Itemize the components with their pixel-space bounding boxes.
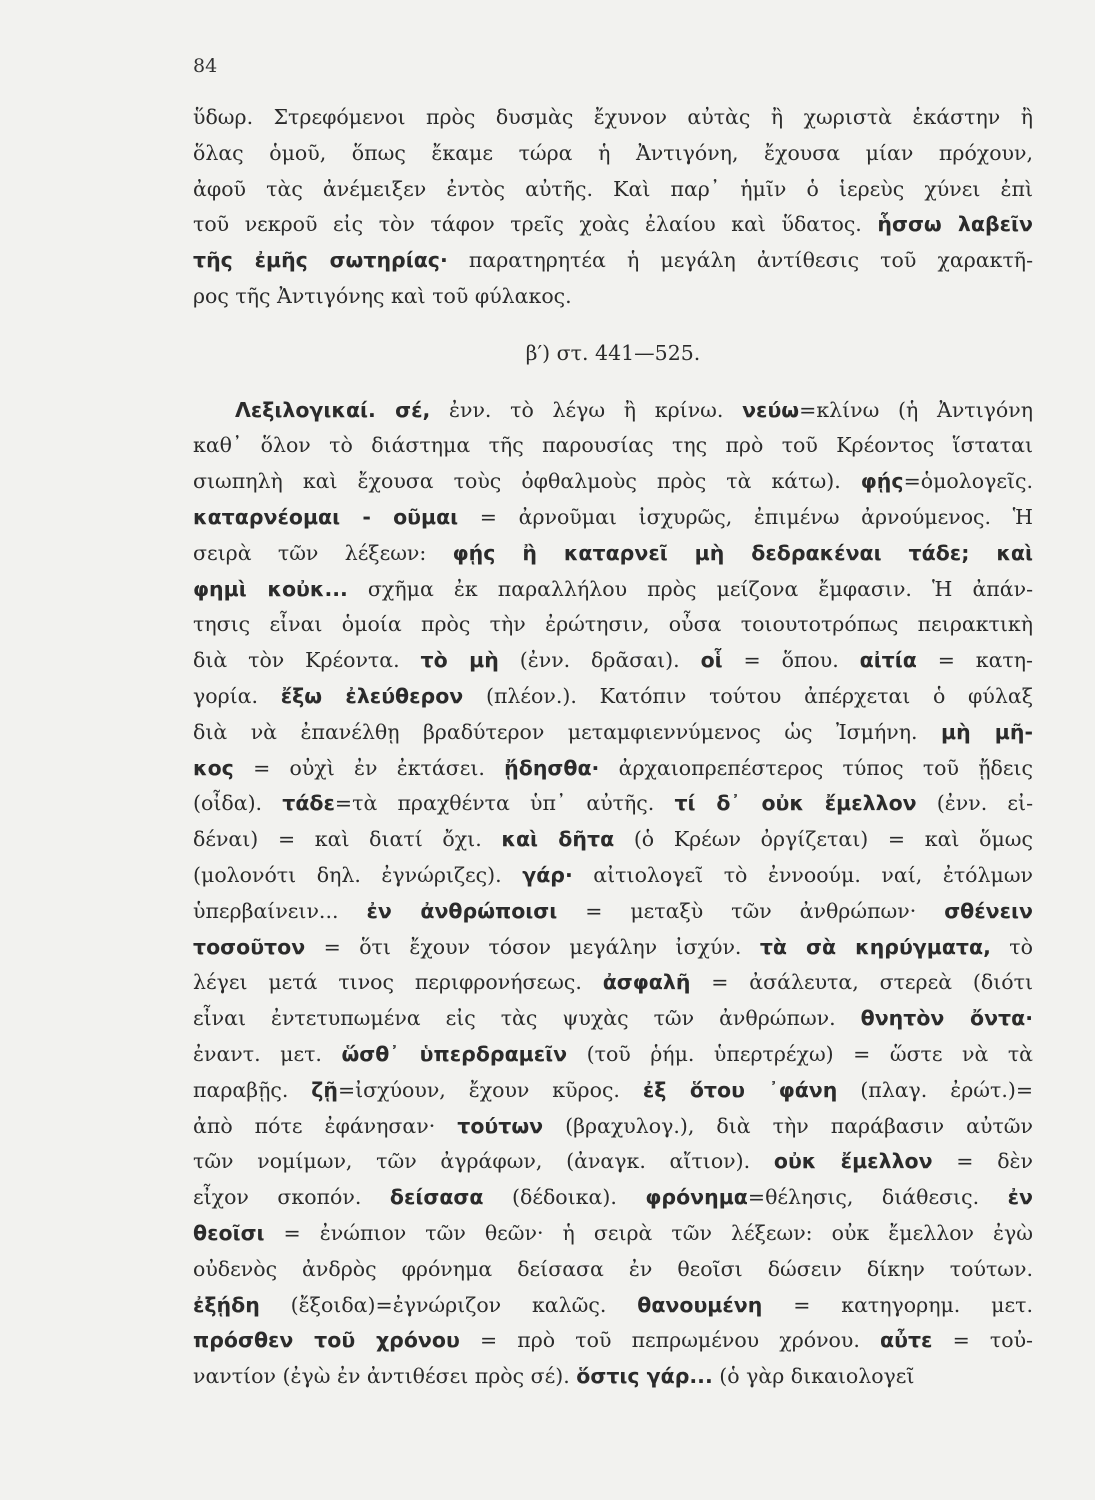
- lemma-bold: κος: [193, 755, 234, 780]
- text-span: = ἀρνοῦμαι ἰσχυρῶς, ἐπιμένω ἀρνούμενος. Ἡ: [458, 504, 1033, 529]
- text-span: = ἀσάλευτα, στερεὰ (διότι: [690, 970, 1033, 995]
- text-span: = πρὸ τοῦ πεπρωμένου χρόνου.: [459, 1328, 881, 1353]
- lemma-bold: φῄς: [860, 469, 904, 494]
- text-span: (πλαγ. ἐρώτ.)=: [837, 1077, 1033, 1102]
- lemma-bold: νεύω: [742, 397, 800, 422]
- text-line: [193, 1180, 1033, 1216]
- lemma-bold: θνητὸν ὄντα·: [860, 1006, 1033, 1031]
- text-line: [193, 536, 1033, 572]
- lemma-bold: τοσοῦτον: [193, 934, 306, 959]
- lemma-bold: αὖτε: [880, 1328, 933, 1353]
- text-span: = ὅτι ἔχουν τόσον μεγάλην ἰσχύν.: [305, 934, 760, 959]
- text-line: [193, 464, 1033, 500]
- text-span: = κατη-: [916, 648, 1033, 673]
- text-line: [193, 786, 1033, 822]
- lemma-bold: φημὶ κοὐκ...: [193, 576, 348, 601]
- text-span: τῶν νομίμων, τῶν ἀγράφων, (ἀναγκ. αἴτιον).: [193, 1149, 774, 1174]
- text-span: τησις εἶναι ὁμοία πρὸς τὴν ἐρώτησιν, οὖσα τοιουτοτρόπως πειρακτικὴ: [193, 612, 1033, 637]
- text-span: (ὁ γὰρ δικαιολογεῖ: [712, 1364, 915, 1389]
- text-line: [193, 715, 1033, 751]
- lemma-bold: ἐξ ὅτου ᾿φάνη: [642, 1077, 838, 1102]
- text-span: = ἐνώπιον τῶν θεῶν· ἡ σειρὰ τῶν λέξεων: οὐκ ἔμελλον ἐγὼ: [264, 1220, 1033, 1245]
- text-line: [193, 428, 1033, 464]
- text-span: παραβῇς.: [193, 1077, 312, 1102]
- lemma-bold: οἷ: [700, 648, 723, 673]
- lemma-bold: ἔξω ἐλεύθερον: [280, 683, 464, 708]
- text-line: [193, 1216, 1033, 1252]
- text-line: [193, 207, 1033, 243]
- text-span: διὰ νὰ ἐπανέλθῃ βραδύτερον μεταμφιεννύμενος ὡς Ἰσμήνη.: [193, 719, 942, 744]
- text-span: ἀφοῦ τὰς ἀνέμειξεν ἐντὸς αὐτῆς. Καὶ παρ᾿ ἡμῖν ὁ ἱερεὺς χύνει ἐπὶ: [193, 176, 1033, 201]
- text-span: αἰτιολογεῖ τὸ ἐννοούμ. ναί, ἐτόλμων: [572, 862, 1033, 887]
- text-line: [193, 243, 1033, 279]
- text-span: (ὁ Κρέων ὀργίζεται) = καὶ ὅμως: [614, 827, 1033, 852]
- text-line: [193, 607, 1033, 643]
- text-span: σχῆμα ἐκ παραλλήλου πρὸς μείζονα ἔμφασιν. Ἡ ἀπάν-: [347, 576, 1033, 601]
- text-span: = τοὐ-: [932, 1328, 1033, 1353]
- text-line: [193, 965, 1033, 1001]
- text-span: (ἐνν. δρᾶσαι).: [498, 648, 701, 673]
- lemma-bold: καταρνέομαι - οῦμαι: [193, 504, 459, 529]
- text-span: σειρὰ τῶν λέξεων:: [193, 540, 453, 565]
- text-line: [193, 500, 1033, 536]
- lemma-bold: θεοῖσι: [193, 1220, 265, 1245]
- text-span: τοῦ νεκροῦ εἰς τὸν τάφον τρεῖς χοὰς ἐλαίου καὶ ὕδατος.: [193, 212, 878, 237]
- text-span: =τὰ πραχθέντα ὑπ᾿ αὐτῆς.: [334, 791, 675, 816]
- text-span: (τοῦ ῥήμ. ὑπερτρέχω) = ὥστε νὰ τὰ: [567, 1041, 1033, 1066]
- text-span: λέγει μετά τινος περιφρονήσεως.: [193, 970, 603, 995]
- text-span: (βραχυλογ.), διὰ τὴν παράβασιν αὐτῶν: [543, 1113, 1033, 1138]
- text-span: =θέλησις, διάθεσις.: [747, 1185, 1008, 1210]
- text-span: εἶναι ἐντετυπωμένα εἰς τὰς ψυχὰς τῶν ἀνθρώπων.: [193, 1006, 861, 1031]
- text-line: [193, 279, 1033, 315]
- text-span: =κλίνω (ἡ Ἀντιγόνη: [799, 397, 1033, 422]
- text-span: ἀρχαιοπρεπέστερος τύπος τοῦ ᾔδεις: [599, 755, 1033, 780]
- text-line: [193, 930, 1033, 966]
- text-span: (μολονότι δηλ. ἐγνώριζες).: [193, 862, 523, 887]
- text-span: ὑπερβαίνειν...: [193, 898, 367, 923]
- lemma-bold: τούτων: [457, 1113, 544, 1138]
- lemma-bold: ἐν: [1007, 1185, 1033, 1210]
- lemma-bold: τὸ μὴ: [420, 648, 499, 673]
- text-line: [193, 1109, 1033, 1145]
- lemma-bold: μὴ μῆ-: [941, 719, 1033, 744]
- text-span: διὰ τὸν Κρέοντα.: [193, 648, 421, 673]
- text-span: = οὐχὶ ἐν ἐκτάσει.: [233, 755, 505, 780]
- lemma-bold: σθένειν: [944, 898, 1033, 923]
- lemma-bold: ᾔδησθα·: [504, 755, 600, 780]
- text-span: (οἶδα).: [193, 791, 283, 816]
- text-line: [193, 1073, 1033, 1109]
- text-line: [193, 136, 1033, 172]
- text-span: =ὁμολογεῖς.: [903, 469, 1033, 494]
- text-line: [193, 1001, 1033, 1037]
- lemma-bold: θανουμένη: [637, 1292, 763, 1317]
- text-line: [193, 1252, 1033, 1288]
- lemma-bold: φῄς ἢ καταρνεῖ μὴ δεδρακέναι τάδε; καὶ: [452, 540, 1033, 565]
- text-line: [193, 1323, 1033, 1359]
- text-span: ἀπὸ πότε ἐφάνησαν·: [193, 1113, 458, 1138]
- lemma-bold: τάδε: [282, 791, 335, 816]
- lemma-bold: φρόνημα: [645, 1185, 748, 1210]
- lemma-bold: ζῇ: [311, 1077, 338, 1102]
- text-line: [193, 172, 1033, 208]
- lemma-bold: Λεξιλογικαί. σέ,: [235, 397, 431, 422]
- text-span: ὕδωρ. Στρεφόμενοι πρὸς δυσμὰς ἔχυνον αὐτὰς ἢ χωριστὰ ἑκάστην ἢ: [193, 105, 1033, 129]
- text-span: (πλέον.). Κατόπιν τούτου ἀπέρχεται ὁ φύλαξ: [463, 683, 1033, 708]
- lemma-bold: ἀσφαλῆ: [602, 970, 691, 995]
- text-line: [193, 1144, 1033, 1180]
- text-span: ἐνν. τὸ λέγω ἢ κρίνω.: [430, 397, 743, 422]
- lemma-bold: ὥσθ᾿ ὑπερδραμεῖν: [341, 1041, 568, 1066]
- text-span: = ὅπου.: [722, 648, 860, 673]
- text-span: παρατηρητέα ἡ μεγάλη ἀντίθεσις τοῦ χαρακτῆ-: [447, 248, 1033, 273]
- lemma-bold: τί δ᾿ οὐκ ἔμελλον: [674, 791, 917, 816]
- text-span: (ἔξοιδα)=ἐγνώριζον καλῶς.: [259, 1292, 638, 1317]
- page-number: 84: [193, 55, 218, 77]
- text-line: [193, 1288, 1033, 1324]
- lemma-bold: γάρ·: [522, 862, 573, 887]
- text-line: [193, 679, 1033, 715]
- text-span: (ἐνν. εἰ-: [916, 791, 1033, 816]
- lemma-bold: ἐν ἀνθρώποισι: [366, 898, 558, 923]
- text-line: [193, 751, 1033, 787]
- commentary-text: [193, 100, 1033, 1395]
- text-span: = μεταξὺ τῶν ἀνθρώπων·: [557, 898, 945, 923]
- text-span: ἐναντ. μετ.: [193, 1041, 342, 1066]
- text-line: [193, 393, 1033, 429]
- lemma-bold: καὶ δῆτα: [501, 827, 615, 852]
- lemma-bold: τῆς ἐμῆς σωτηρίας·: [193, 248, 448, 273]
- text-line: [193, 100, 1033, 136]
- text-span: ὅλας ὁμοῦ, ὅπως ἔκαμε τώρα ἡ Ἀντιγόνη, ἔχουσα μίαν πρόχουν,: [193, 140, 1033, 165]
- text-line: [193, 572, 1033, 608]
- text-span: καθ᾿ ὅλον τὸ διάστημα τῆς παρουσίας της πρὸ τοῦ Κρέοντος ἵσταται: [193, 433, 1033, 458]
- text-line: [193, 858, 1033, 894]
- lemma-bold: αἰτία: [859, 648, 917, 673]
- text-span: ναντίον (ἐγὼ ἐν ἀντιθέσει πρὸς σέ).: [193, 1364, 577, 1389]
- text-span: β′) στ. 441—525.: [525, 340, 701, 365]
- lemma-bold: ἧσσω λαβεῖν: [877, 212, 1033, 237]
- text-span: = δὲν: [932, 1149, 1033, 1174]
- lemma-bold: ὅστις γάρ...: [576, 1364, 713, 1389]
- text-span: εἶχον σκοπόν.: [193, 1185, 390, 1210]
- text-span: τὸ: [990, 934, 1033, 959]
- text-line: [193, 643, 1033, 679]
- text-span: οὐδενὸς ἀνδρὸς φρόνημα δείσασα ἐν θεοῖσι δώσειν δίκην τούτων.: [193, 1256, 1033, 1281]
- lemma-bold: πρόσθεν τοῦ χρόνου: [193, 1328, 460, 1353]
- text-span: δέναι) = καὶ διατί ὄχι.: [193, 827, 502, 852]
- text-span: (δέδοικα).: [483, 1185, 646, 1210]
- text-line: [193, 1037, 1033, 1073]
- section-heading: [193, 336, 1033, 372]
- text-span: ρος τῆς Ἀντιγόνης καὶ τοῦ φύλακος.: [193, 283, 572, 308]
- text-span: γορία.: [193, 683, 281, 708]
- text-line: [193, 894, 1033, 930]
- lemma-bold: τὰ σὰ κηρύγματα,: [759, 934, 991, 959]
- lemma-bold: οὐκ ἔμελλον: [773, 1149, 933, 1174]
- text-span: = κατηγορημ. μετ.: [762, 1292, 1033, 1317]
- lemma-bold: ἐξῄδη: [193, 1292, 260, 1317]
- text-line: [193, 1359, 1033, 1395]
- text-line: [193, 822, 1033, 858]
- text-span: =ἰσχύουν, ἔχουν κῦρος.: [337, 1077, 643, 1102]
- text-span: σιωπηλὴ καὶ ἔχουσα τοὺς ὀφθαλμοὺς πρὸς τὰ κάτω).: [193, 469, 861, 494]
- lemma-bold: δείσασα: [389, 1185, 484, 1210]
